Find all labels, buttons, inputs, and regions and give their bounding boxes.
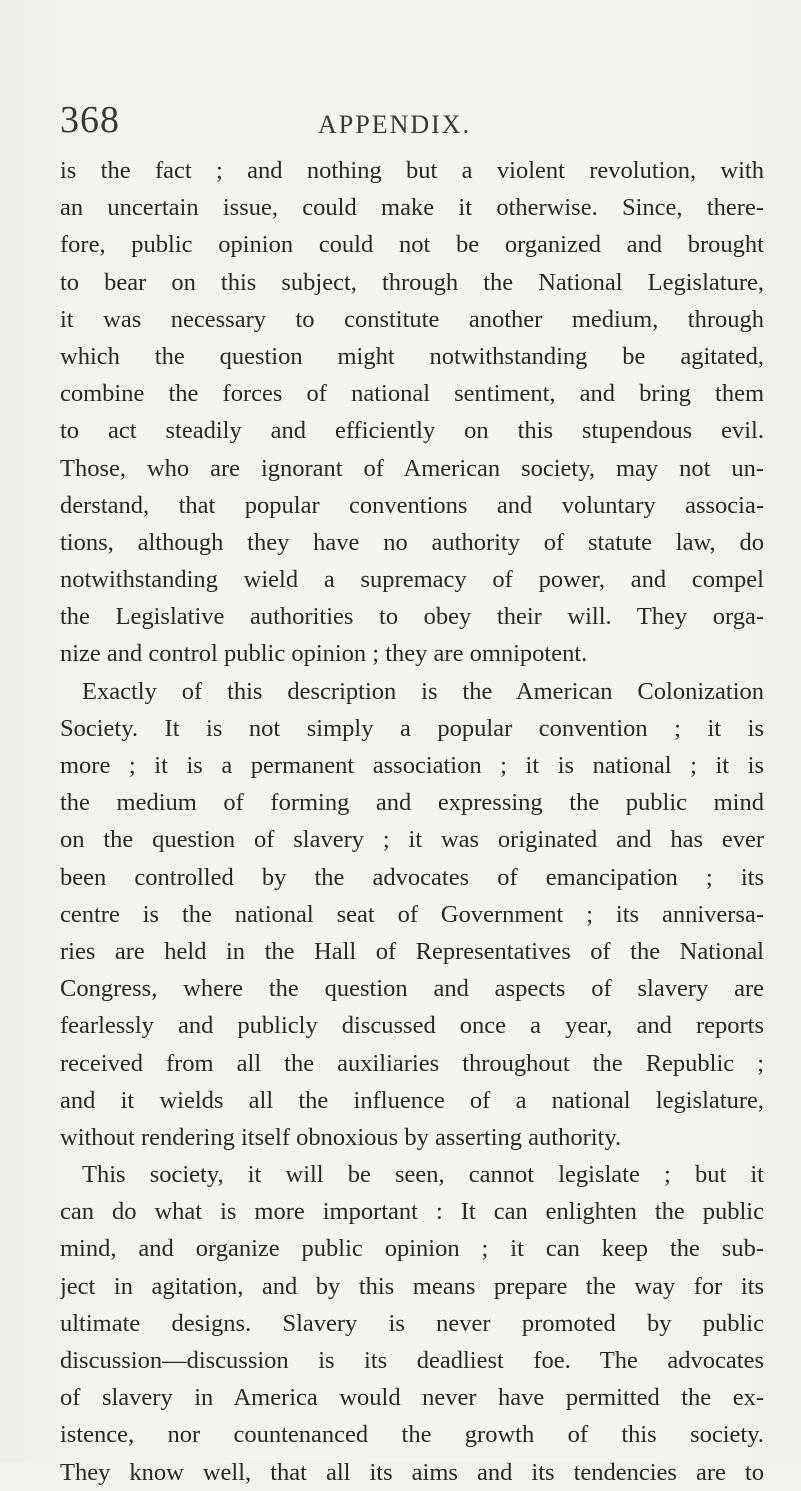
text-line: Exactly of this description is the American Colonization: [82, 677, 764, 705]
text-line: fearlessly and publicly discussed once a year, and reports: [60, 1012, 764, 1040]
text-line: Congress, where the question and aspects of slavery are: [60, 975, 764, 1003]
text-line: an uncertain issue, could make it otherwise. Since, there-: [60, 194, 764, 222]
text-line: derstand, that popular conventions and voluntary associa-: [60, 491, 764, 519]
text-line: to act steadily and efficiently on this stupendous evil.: [60, 417, 764, 445]
text-line: ultimate designs. Slavery is never promoted by public: [60, 1309, 764, 1337]
running-head: APPENDIX.: [318, 110, 472, 139]
text-line: discussion—discussion is its deadliest foe. The advocates: [60, 1347, 764, 1374]
text-line: the medium of forming and expressing the public mind: [60, 789, 764, 817]
body-text: [60, 152, 764, 1491]
text-line: without rendering itself obnoxious by asserting authority.: [60, 1123, 622, 1151]
text-line: is the fact ; and nothing but a violent revolution, with: [60, 157, 764, 184]
text-line: tions, although they have no authority of statute law, do: [60, 528, 764, 556]
text-line: mind, and organize public opinion ; it can keep the sub-: [60, 1235, 764, 1263]
text-line: it was necessary to constitute another medium, through: [60, 305, 764, 333]
text-line: ject in agitation, and by this means prepare the way for its: [60, 1272, 764, 1300]
text-line: Those, who are ignorant of American society, may not un-: [60, 454, 764, 482]
text-line: They know well, that all its aims and its tendencies are to: [60, 1458, 764, 1486]
text-line: more ; it is a permanent association ; it is national ; it is: [60, 752, 764, 779]
text-line: to bear on this subject, through the National Legislature,: [60, 268, 764, 296]
text-line: can do what is more important : It can enlighten the public: [60, 1198, 764, 1226]
text-line: This society, it will be seen, cannot legislate ; but it: [82, 1161, 764, 1189]
text-line: ries are held in the Hall of Representatives of the National: [60, 937, 764, 965]
text-line: and it wields all the influence of a national legislature,: [60, 1086, 764, 1114]
text-line: centre is the national seat of Government ; its anniversa-: [60, 900, 764, 928]
text-line: nize and control public opinion ; they are omnipotent.: [60, 640, 588, 668]
text-line: been controlled by the advocates of emancipation ; its: [60, 863, 764, 891]
text-line: Society. It is not simply a popular convention ; it is: [60, 714, 764, 742]
text-line: fore, public opinion could not be organized and brought: [60, 231, 764, 259]
page-number: 368: [60, 99, 120, 141]
text-line: combine the forces of national sentiment, and bring them: [60, 380, 764, 408]
text-line: of slavery in America would never have permitted the ex-: [60, 1384, 764, 1412]
text-line: the Legislative authorities to obey their will. They orga-: [60, 603, 764, 631]
text-line: received from all the auxiliaries throughout the Republic ;: [60, 1049, 764, 1077]
text-line: which the question might notwithstanding be agitated,: [60, 342, 764, 370]
text-line: notwithstanding wield a supremacy of power, and compel: [60, 566, 764, 594]
text-line: on the question of slavery ; it was originated and has ever: [60, 826, 764, 854]
text-line: istence, nor countenanced the growth of this society.: [60, 1421, 764, 1449]
